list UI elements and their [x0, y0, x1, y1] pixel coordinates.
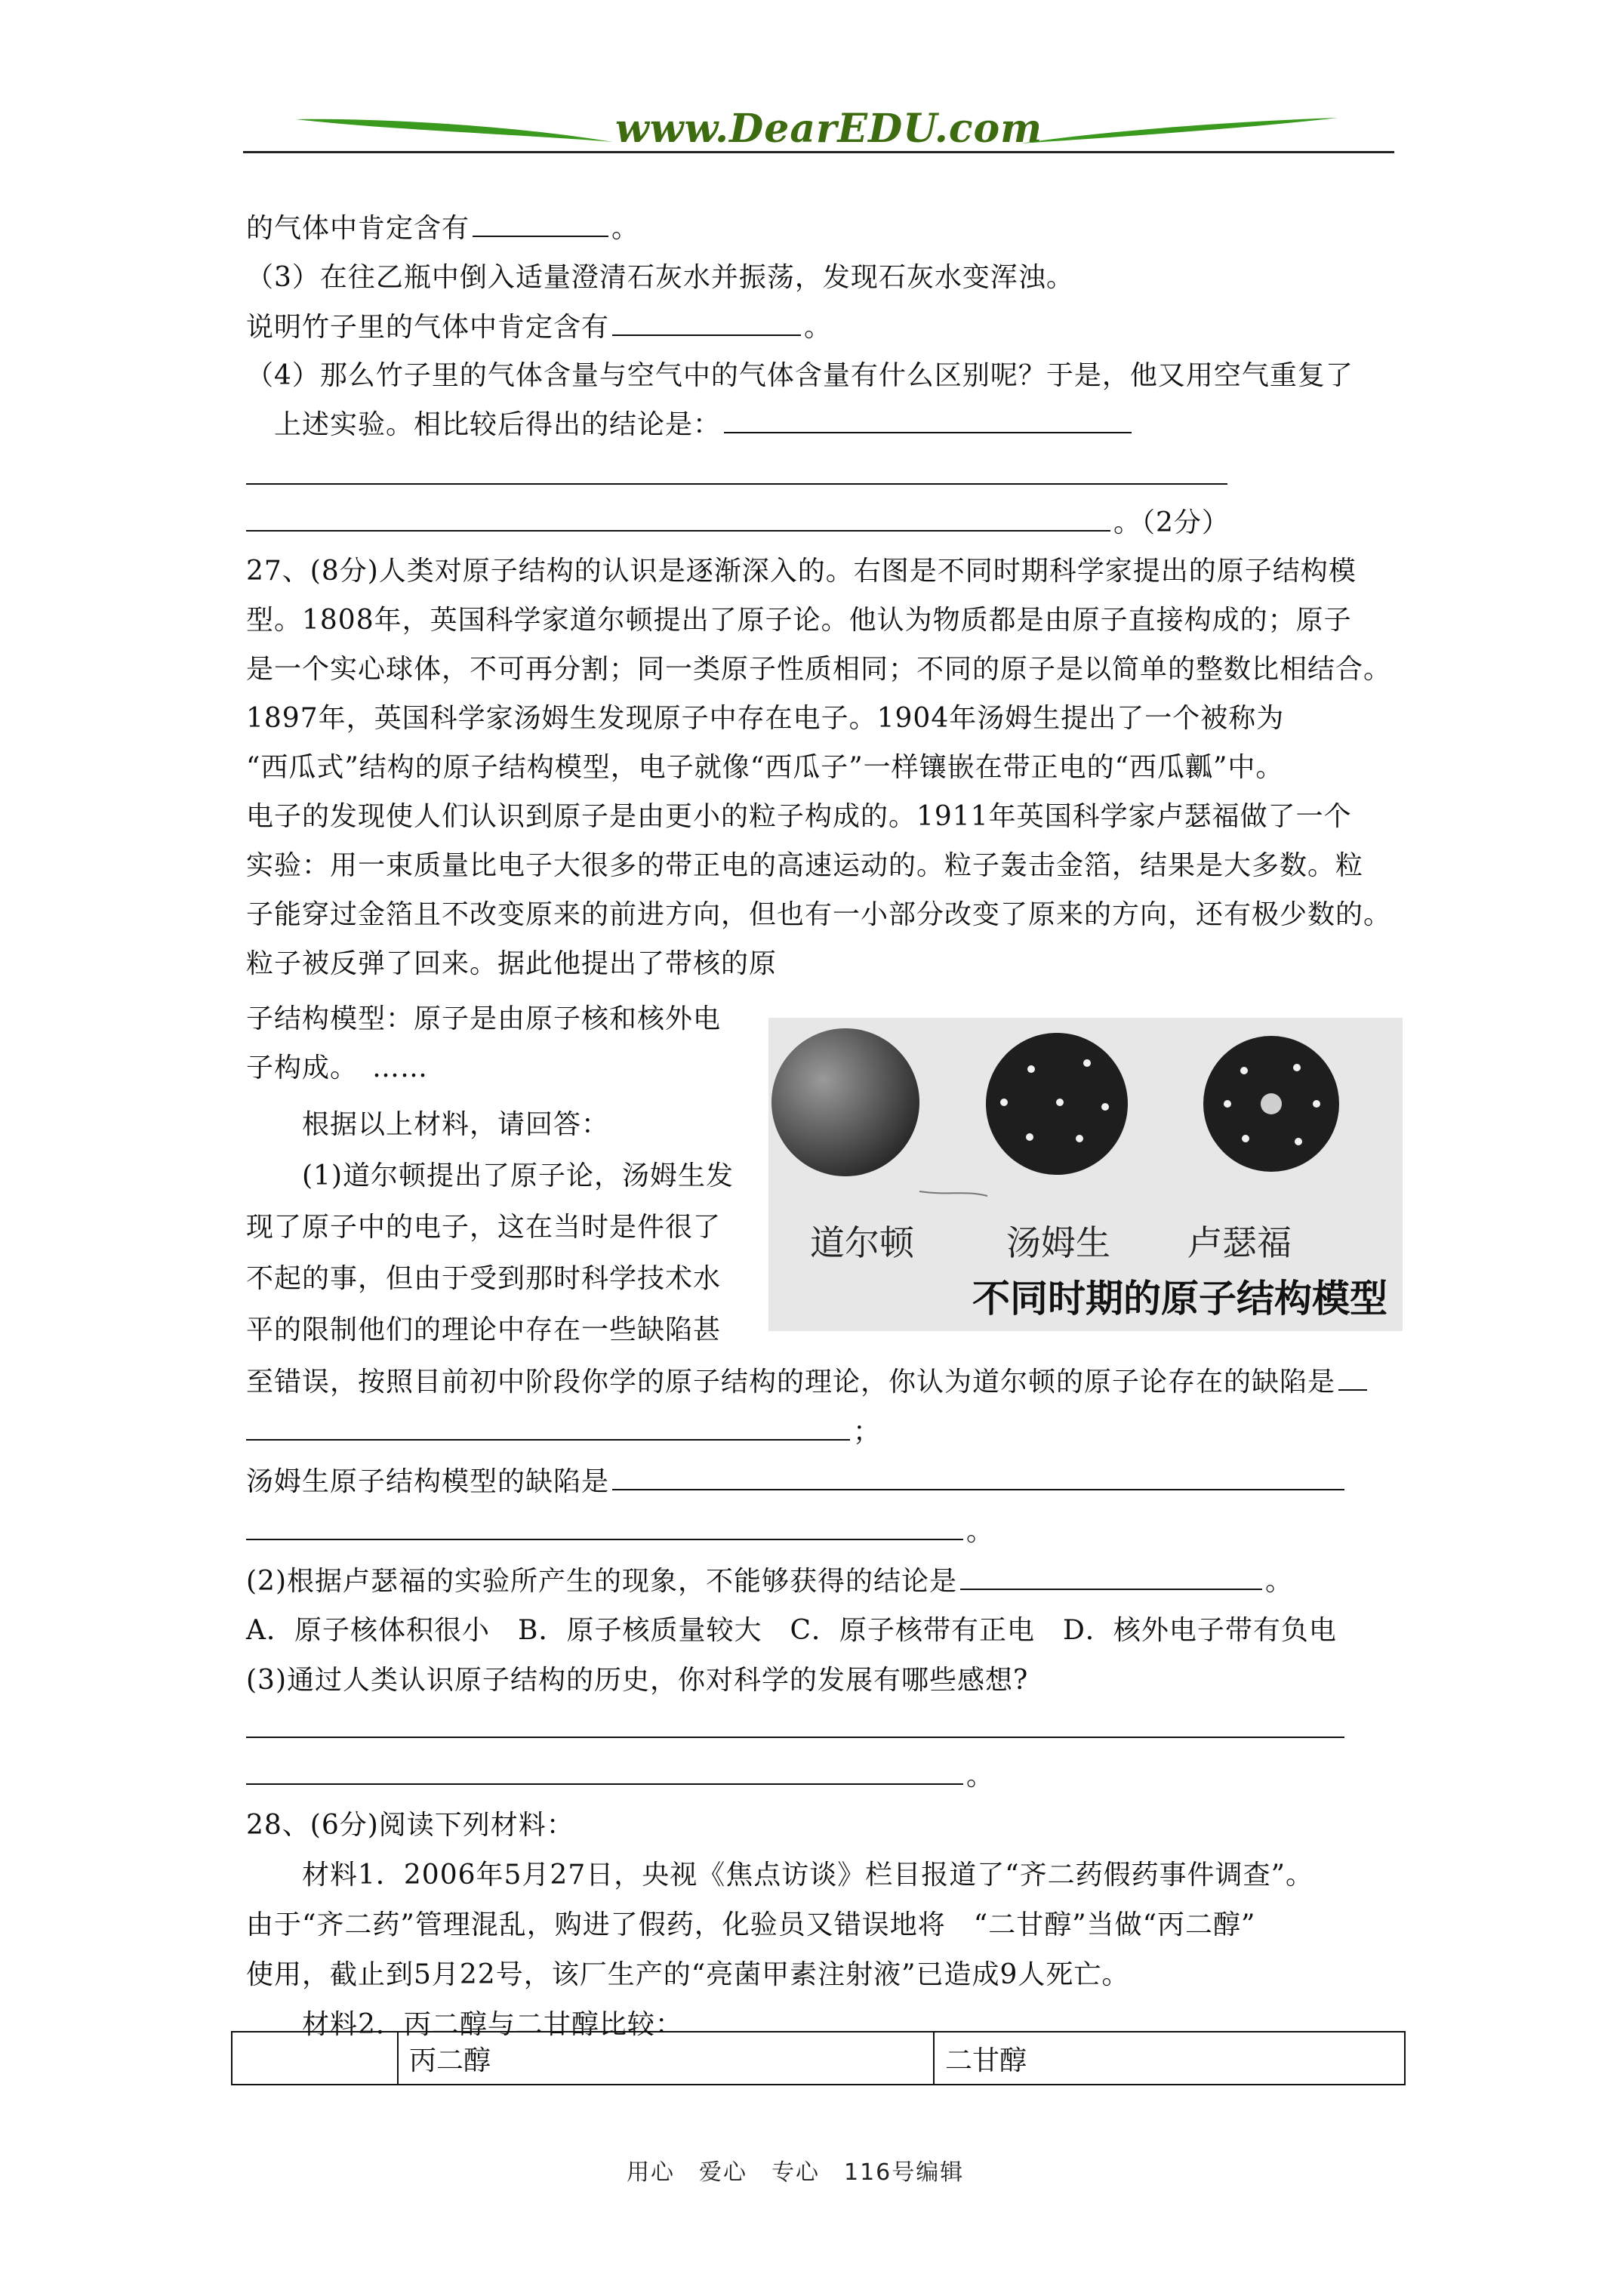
- left-swoosh-decoration: [296, 112, 613, 149]
- text-line: 子结构模型：原子是由原子核和核外电: [246, 1003, 722, 1034]
- table-cell: [232, 2032, 398, 2085]
- text-line: 电子的发现使人们认识到原子是由更小的粒子构成的。1911年英国科学家卢瑟福做了一个: [246, 801, 1352, 832]
- text-line: 平的限制他们的理论中存在一些缺陷甚: [246, 1314, 722, 1345]
- text-line: 子能穿过金箔且不改变原来的前进方向，但也有一小部分改变了原来的方向，还有极少数的。: [246, 899, 1392, 930]
- header-rule: [243, 151, 1394, 153]
- text-line: 至错误，按照目前初中阶段你学的原子结构的理论，你认为道尔顿的原子论存在的缺陷是: [246, 1359, 1370, 1405]
- text-line: 的气体中肯定含有 。: [246, 205, 639, 251]
- text-line: 。（2分）: [246, 500, 1230, 546]
- label-dalton: 道尔顿: [810, 1222, 914, 1263]
- text-line: 27、(8分)人类对原子结构的认识是逐渐深入的。右图是不同时期科学家提出的原子结构模: [246, 556, 1357, 587]
- site-logo: www.DearEDU.com: [615, 106, 1043, 152]
- table-cell: 丙二醇: [398, 2032, 934, 2085]
- text-line: 材料2．丙二醇与二甘醇比较：: [246, 2009, 683, 2040]
- text-line: 上述实验。相比较后得出的结论是：: [246, 402, 1135, 448]
- text-line: 现了原子中的电子，这在当时是件很了: [246, 1212, 722, 1243]
- figure-caption: 不同时期的原子结构模型: [972, 1277, 1387, 1321]
- answer-blank[interactable]: [612, 304, 801, 336]
- text-line: 28、(6分)阅读下列材料：: [246, 1810, 574, 1841]
- text-line: (3)通过人类认识原子结构的历史，你对科学的发展有哪些感想?: [246, 1665, 1029, 1696]
- answer-blank[interactable]: [473, 205, 608, 237]
- text-line: (1)道尔顿提出了原子论，汤姆生发: [246, 1160, 734, 1191]
- text-line: “西瓜式”结构的原子结构模型，电子就像“西瓜子”一样镶嵌在带正电的“西瓜瓤”中。: [246, 752, 1284, 783]
- text-line: 。: [246, 1753, 994, 1799]
- answer-blank[interactable]: [246, 500, 1110, 532]
- right-swoosh-decoration: [1021, 113, 1338, 151]
- text-line: ；: [246, 1409, 881, 1455]
- answer-blank[interactable]: [1338, 1359, 1367, 1391]
- text-line: 粒子被反弹了回来。据此他提出了带核的原: [246, 948, 778, 979]
- label-thomson: 汤姆生: [1006, 1222, 1110, 1263]
- answer-blank[interactable]: [960, 1558, 1262, 1590]
- answer-blank[interactable]: [246, 1409, 850, 1441]
- text-line: 材料1．2006年5月27日，央视《焦点访谈》栏目报道了“齐二药假药事件调查”。: [246, 1860, 1314, 1891]
- text-line: （3）在往乙瓶中倒入适量澄清石灰水并振荡，发现石灰水变浑浊。: [246, 262, 1074, 293]
- answer-line[interactable]: [246, 483, 1227, 485]
- text-line: 。: [246, 1509, 994, 1555]
- text-line: 子构成。 ……: [246, 1052, 429, 1083]
- text-line: 实验：用一束质量比电子大很多的带正电的高速运动的。粒子轰击金箔，结果是大多数。粒: [246, 850, 1364, 881]
- answer-blank[interactable]: [612, 1459, 1344, 1490]
- atomic-models-figure: [768, 1018, 1403, 1331]
- text-line: 是一个实心球体，不可再分割；同一类原子性质相同；不同的原子是以简单的整数比相结合。: [246, 654, 1392, 685]
- text-line: 由于“齐二药”管理混乱，购进了假药，化验员又错误地将 “二甘醇”当做“丙二醇”: [246, 1909, 1256, 1940]
- text-line: 不起的事，但由于受到那时科学技术水: [246, 1263, 722, 1294]
- text-line: 型。1808年，英国科学家道尔顿提出了原子论。他认为物质都是由原子直接构成的；原子: [246, 605, 1352, 636]
- text-line: 说明竹子里的气体中肯定含有 。: [246, 304, 832, 350]
- text-line: 汤姆生原子结构模型的缺陷是: [246, 1459, 1347, 1505]
- page-footer: 用心 爱心 专心 116号编辑: [627, 2159, 965, 2186]
- table-row: [232, 2032, 1405, 2085]
- answer-line[interactable]: [246, 1737, 1344, 1738]
- text-line: (2)根据卢瑟福的实验所产生的现象，不能够获得的结论是 。: [246, 1558, 1293, 1604]
- text-line: 1897年，英国科学家汤姆生发现原子中存在电子。1904年汤姆生提出了一个被称为: [246, 703, 1285, 734]
- answer-blank[interactable]: [724, 402, 1132, 433]
- text-line: 使用，截止到5月22号，该厂生产的“亮菌甲素注射液”已造成9人死亡。: [246, 1959, 1130, 1990]
- dalton-solid-sphere: [771, 1028, 919, 1176]
- table-cell: 二甘醇: [934, 2032, 1405, 2085]
- text-line: （4）那么竹子里的气体含量与空气中的气体含量有什么区别呢？于是，他又用空气重复了: [246, 360, 1354, 391]
- text-line: 根据以上材料，请回答：: [246, 1109, 610, 1140]
- comparison-table: [231, 2031, 1406, 2085]
- label-rutherford: 卢瑟福: [1187, 1222, 1292, 1263]
- answer-blank[interactable]: [246, 1509, 963, 1540]
- answer-options: A．原子核体积很小 B．原子核质量较大 C．原子核带有正电 D．核外电子带有负电: [246, 1615, 1337, 1646]
- answer-blank[interactable]: [246, 1753, 963, 1785]
